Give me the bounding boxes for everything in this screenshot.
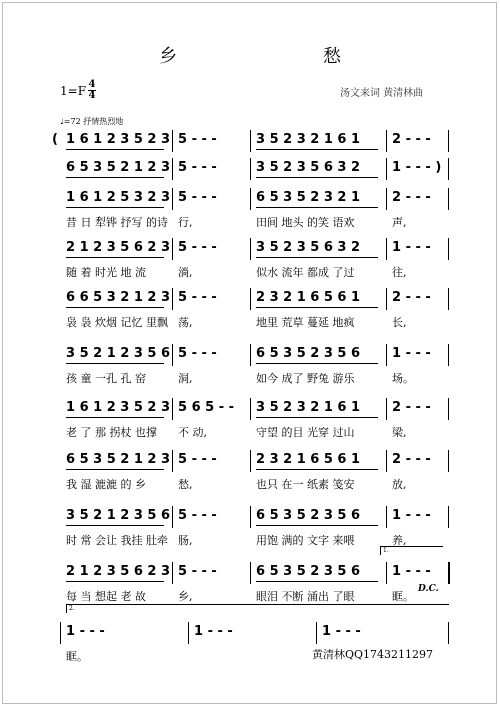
- song-title: 乡 愁: [159, 46, 411, 67]
- bar-line: [448, 130, 449, 152]
- measure-notes: 5 - - -: [178, 290, 217, 305]
- notes-line: [60, 398, 448, 420]
- lyric-text: 眼泪 不断 涌出 了眼: [256, 590, 355, 603]
- bar-line: [448, 288, 449, 310]
- measure-notes: 5 - - -: [178, 508, 217, 523]
- beam: [66, 363, 164, 364]
- measure-notes: 1 6 1 2 3 5 2 3: [66, 132, 171, 147]
- beam: [66, 417, 164, 418]
- measure-notes: 6 5 3 5 2 3 5 6: [256, 346, 361, 361]
- measure-notes: 1 - - -: [322, 624, 361, 639]
- bar-line: [386, 158, 387, 180]
- measure-notes: 1 - - -: [392, 240, 431, 255]
- beam: [66, 257, 164, 258]
- lyric-text: 我 湿 漉漉 的 乡: [66, 478, 146, 491]
- bar-line: [448, 506, 449, 528]
- beam: [256, 525, 378, 526]
- bar-line: [386, 288, 387, 310]
- lyric-text: 往,: [392, 266, 407, 279]
- bar-line: [386, 450, 387, 472]
- time-signature: [88, 80, 96, 101]
- lyric-text: 场。: [392, 372, 414, 385]
- measure-notes: 5 - - -: [178, 564, 217, 579]
- lyric-text: 行,: [178, 216, 193, 229]
- beam: [256, 307, 378, 308]
- beam: [66, 177, 164, 178]
- lyric-text: 用饱 满的 文字 来喂: [256, 534, 355, 547]
- volta-1: 1.: [380, 546, 443, 555]
- lyric-text: 每 当 想起 老 故: [66, 590, 146, 603]
- measure-notes: 6 5 3 5 2 3 5 6: [256, 564, 361, 579]
- notes-line: [60, 344, 448, 366]
- lyrics-line: [60, 424, 448, 440]
- notes-line: [60, 188, 448, 210]
- lyric-text: 放,: [392, 478, 407, 491]
- lyric-text: 如今 成了 野兔 游乐: [256, 372, 355, 385]
- lyrics-line: [60, 314, 448, 330]
- lyric-text: 眶。: [392, 590, 414, 603]
- bar-line: [448, 450, 449, 472]
- bar-line: [448, 562, 450, 584]
- repeat-paren: (: [52, 132, 58, 147]
- bar-line: [250, 238, 251, 260]
- measure-notes: 2 - - -: [392, 400, 431, 415]
- lyric-text: 梁,: [392, 426, 407, 439]
- measure-notes: 2 3 2 1 6 5 6 1: [256, 290, 361, 305]
- measure-notes: 6 5 3 5 2 1 2 3: [66, 452, 171, 467]
- lyric-text: 养,: [392, 534, 407, 547]
- lyric-text: 眶。: [66, 650, 88, 663]
- bar-line: [386, 562, 387, 584]
- lyrics-line: [60, 370, 448, 386]
- da-capo-marking: D.C.: [418, 584, 439, 594]
- lyrics-line: [60, 214, 448, 230]
- measure-notes: 1 - - -: [194, 624, 233, 639]
- bar-line: [386, 344, 387, 366]
- beam: [66, 581, 164, 582]
- measure-notes: 1 - - - ): [392, 160, 442, 175]
- bar-line: [250, 450, 251, 472]
- lyric-text: 袅 袅 炊烟 记忆 里飘: [66, 316, 168, 329]
- lyric-text: 田间 地头 的笑 语欢: [256, 216, 355, 229]
- measure-notes: 6 5 3 5 2 3 2 1: [256, 190, 361, 205]
- beam: [256, 581, 378, 582]
- lyric-text: 荡,: [178, 316, 193, 329]
- measure-notes: 2 - - -: [392, 132, 431, 147]
- beam: [256, 417, 378, 418]
- lyric-text: 长,: [392, 316, 407, 329]
- bar-line: [172, 562, 173, 584]
- lyric-text: 守望 的目 光穿 过山: [256, 426, 355, 439]
- measure-notes: 1 - - -: [392, 564, 431, 579]
- measure-notes: 2 - - -: [392, 190, 431, 205]
- bar-line: [172, 188, 173, 210]
- measure-notes: 2 1 2 3 5 6 2 3: [66, 564, 171, 579]
- bar-line: [250, 506, 251, 528]
- time-top: 4: [88, 79, 96, 90]
- measure-notes: 5 - - -: [178, 190, 217, 205]
- notes-line: [60, 238, 448, 260]
- bar-line: [386, 506, 387, 528]
- bar-line: [172, 238, 173, 260]
- beam: [66, 525, 164, 526]
- measure-notes: 5 - - -: [178, 160, 217, 175]
- bar-line: [60, 622, 61, 644]
- bar-line: [250, 158, 251, 180]
- lyric-text: 愁,: [178, 478, 193, 491]
- bar-line: [250, 398, 251, 420]
- measure-notes: 1 - - -: [392, 346, 431, 361]
- beam: [256, 207, 378, 208]
- lyrics-line: [60, 264, 448, 280]
- measure-notes: 5 - - -: [178, 132, 217, 147]
- lyric-text: 随 着 时光 地 流: [66, 266, 146, 279]
- measure-notes: 6 5 3 5 2 3 5 6: [256, 508, 361, 523]
- bar-line: [250, 288, 251, 310]
- bar-line: [250, 188, 251, 210]
- bar-line: [386, 238, 387, 260]
- bar-line: [386, 130, 387, 152]
- measure-notes: 2 - - -: [392, 452, 431, 467]
- notes-line: [52, 130, 448, 152]
- bar-line: [188, 622, 189, 644]
- bar-line: [172, 450, 173, 472]
- lyric-text: 孩 童 一孔 孔 窑: [66, 372, 146, 385]
- lyric-text: 淌,: [178, 266, 193, 279]
- measure-notes: 5 - - -: [178, 240, 217, 255]
- beam: [66, 307, 164, 308]
- measure-notes: 1 - - -: [392, 508, 431, 523]
- beam: [66, 207, 164, 208]
- measure-notes: 1 - - -: [66, 624, 105, 639]
- beam: [66, 149, 164, 150]
- lyric-text: 洞,: [178, 372, 193, 385]
- bar-line: [172, 506, 173, 528]
- bar-line: [172, 288, 173, 310]
- notes-line: [60, 562, 448, 584]
- measure-notes: 5 6 5 - -: [178, 400, 235, 415]
- lyric-text: 不 动,: [178, 426, 207, 439]
- beam: [256, 363, 378, 364]
- lyric-text: 老 了 那 拐杖 也撑: [66, 426, 157, 439]
- bar-line: [172, 398, 173, 420]
- lyric-text: 时 常 会让 我挂 肚牵: [66, 534, 168, 547]
- lyrics-line: [60, 588, 448, 604]
- measure-notes: 2 - - -: [392, 290, 431, 305]
- lyric-text: 肠,: [178, 534, 193, 547]
- bar-line: [316, 622, 317, 644]
- measure-notes: 3 5 2 1 2 3 5 6: [66, 508, 171, 523]
- key-signature: 1=F: [60, 84, 87, 98]
- lyric-text: 昔 日 犁铧 抒写 的诗: [66, 216, 168, 229]
- notes-line: [60, 450, 448, 472]
- bar-line: [448, 344, 449, 366]
- measure-notes: 3 5 2 3 2 1 6 1: [256, 132, 361, 147]
- bar-line: [386, 398, 387, 420]
- notes-line: [60, 622, 448, 644]
- measure-notes: 6 5 3 5 2 1 2 3: [66, 160, 171, 175]
- composer-signature: 黄清林QQ1743211297: [312, 648, 434, 661]
- lyric-text: 地里 荒草 蔓延 地疯: [256, 316, 355, 329]
- measure-notes: 1 6 1 2 3 5 2 3: [66, 400, 171, 415]
- measure-notes: 3 5 2 3 5 6 3 2: [256, 160, 361, 175]
- beam: [256, 469, 378, 470]
- bar-line: [172, 130, 173, 152]
- tempo-marking: ♩=72 抒情热烈地: [60, 117, 124, 126]
- measure-notes: 1 6 1 2 5 3 2 3: [66, 190, 171, 205]
- beam: [256, 177, 378, 178]
- lyric-text: 也只 在一 纸素 笺安: [256, 478, 355, 491]
- measure-notes: 3 5 2 3 2 1 6 1: [256, 400, 361, 415]
- bar-line: [386, 188, 387, 210]
- bar-line: [250, 344, 251, 366]
- bar-line: [172, 158, 173, 180]
- time-bottom: 4: [88, 90, 96, 101]
- notes-line: [60, 506, 448, 528]
- measure-notes: 3 5 2 3 5 6 3 2: [256, 240, 361, 255]
- measure-notes: 6 6 5 3 2 1 2 3: [66, 290, 171, 305]
- credits: 汤文来词 黄清林曲: [340, 88, 424, 99]
- lyric-text: 似水 流年 都成 了过: [256, 266, 355, 279]
- notes-line: [60, 158, 448, 180]
- bar-line: [448, 398, 449, 420]
- beam: [256, 149, 378, 150]
- notes-line: [60, 288, 448, 310]
- volta-2: 2.: [66, 604, 449, 613]
- measure-notes: 2 3 2 1 6 5 6 1: [256, 452, 361, 467]
- lyrics-line: [60, 476, 448, 492]
- lyric-text: 乡,: [178, 590, 193, 603]
- bar-line: [250, 562, 251, 584]
- measure-notes: 3 5 2 1 2 3 5 6: [66, 346, 171, 361]
- bar-line: [172, 344, 173, 366]
- bar-line: [448, 158, 449, 180]
- lyric-text: 声,: [392, 216, 407, 229]
- measure-notes: 5 - - -: [178, 452, 217, 467]
- bar-line: [448, 622, 449, 644]
- measure-notes: 5 - - -: [178, 346, 217, 361]
- bar-line: [250, 130, 251, 152]
- beam: [256, 257, 378, 258]
- measure-notes: 2 1 2 3 5 6 2 3: [66, 240, 171, 255]
- bar-line: [448, 238, 449, 260]
- beam: [66, 469, 164, 470]
- bar-line: [448, 188, 449, 210]
